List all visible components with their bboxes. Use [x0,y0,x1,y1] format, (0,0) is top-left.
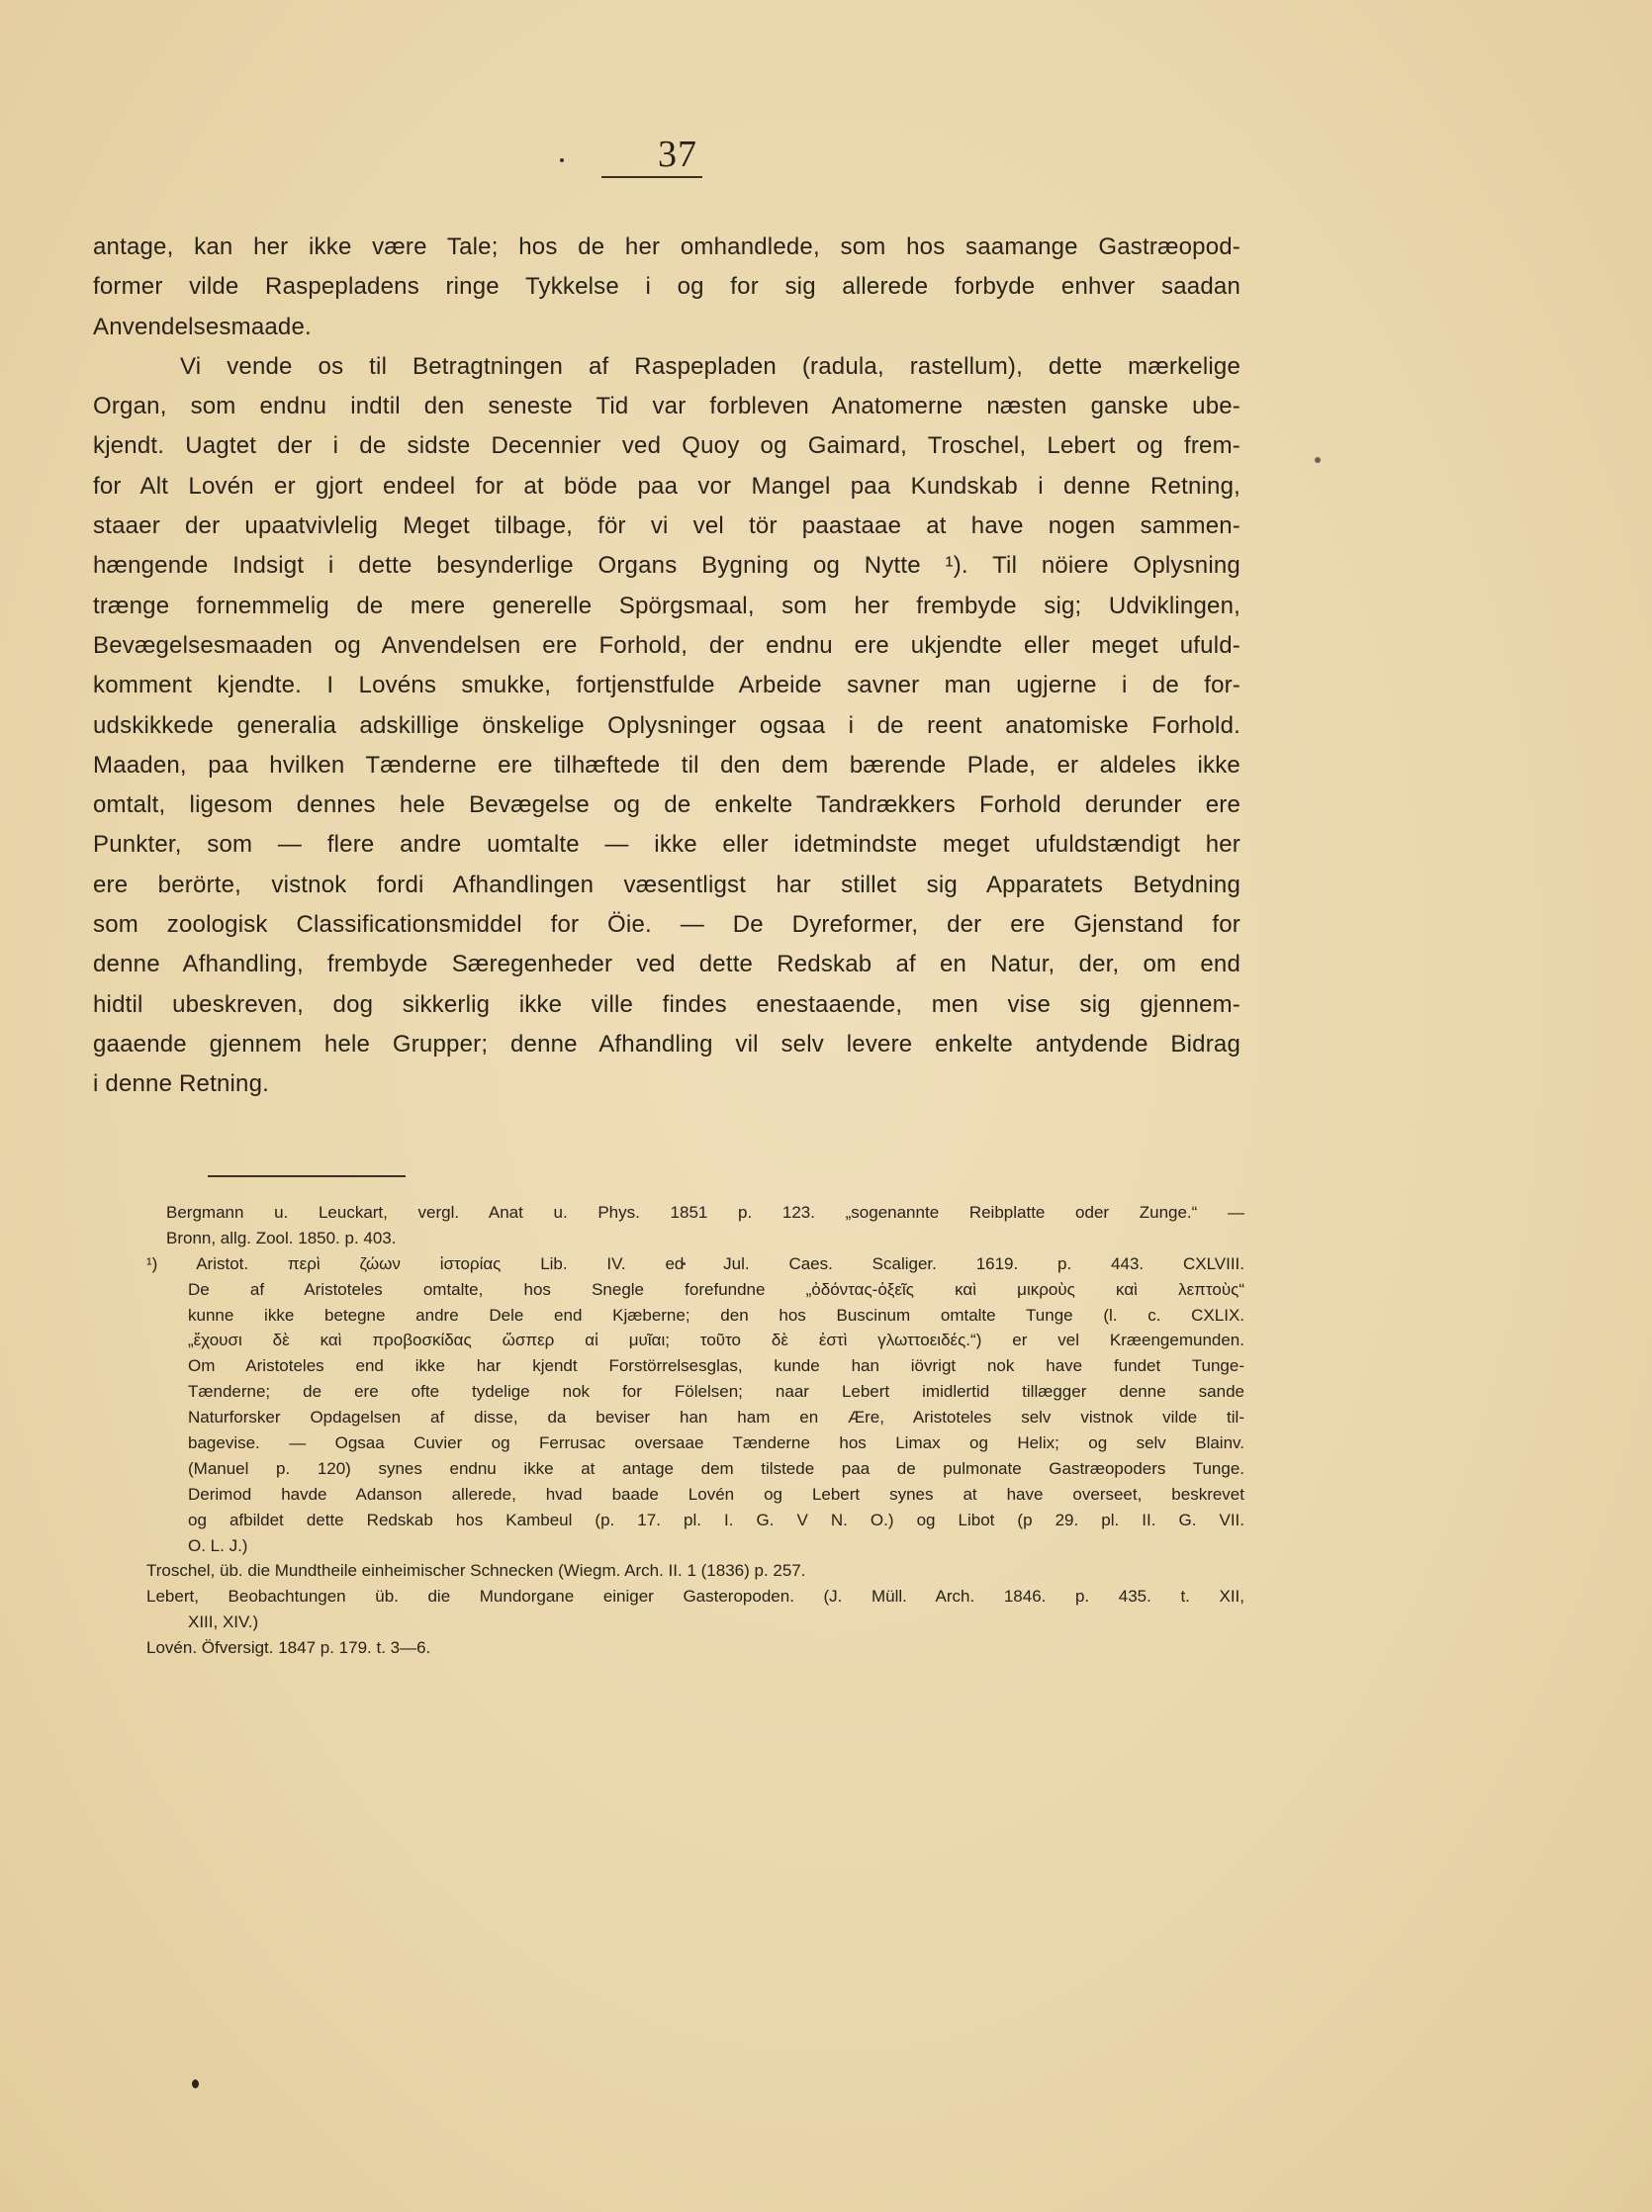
page-number-underline [601,176,702,178]
body-line: komment kjendte. I Lovéns smukke, fortjenstfulde Arbeide savner man ugjerne i de for- [93,672,1240,699]
footnote-line: Bronn, allg. Zool. 1850. p. 403. [166,1228,397,1247]
page-number: 37 [658,134,697,175]
body-line: former vilde Raspepladens ringe Tykkelse i og for sig allerede forbyde enhver saadan [93,273,1240,301]
body-line: som zoologisk Classificationsmiddel for Öie. — De Dyreformer, der ere Gjenstand for [93,911,1240,939]
body-line: Maaden, paa hvilken Tænderne ere tilhæftede til den dem bærende Plade, er aldeles ikke [93,751,1240,779]
body-line: hængende Indsigt i dette besynderlige Organs Bygning og Nytte ¹). Til nöiere Oplysning [93,552,1240,580]
body-line: omtalt, ligesom dennes hele Bevægelse og de enkelte Tandrækkers Forhold derunder ere [93,791,1240,819]
footnote-separator [208,1175,406,1177]
body-line: Organ, som endnu indtil den seneste Tid var forbleven Anatomerne næsten ganske ube- [93,393,1240,420]
footnote-line: XIII, XIV.) [188,1613,259,1632]
footnote-line: ¹) Aristot. περὶ ζώων ἱστορίας Lib. IV. ed Jul. Caes. Scaliger. 1619. p. 443. CXLVIII. [146,1253,1244,1273]
body-line: antage, kan her ikke være Tale; hos de her omhandlede, som hos saamange Gastræopod- [93,233,1240,260]
footnote-line: Naturforsker Opdagelsen af disse, da beviser han ham en Ære, Aristoteles selv vistnok vilde til- [188,1408,1244,1428]
body-text [93,228,1240,1105]
footnote-line: og afbildet dette Redskab hos Kambeul (p. 17. pl. I. G. V N. O.) og Libot (p 29. pl. II. G. VII. [188,1510,1244,1529]
body-line: Vi vende os til Betragtningen af Raspepladen (radula, rastellum), dette mærkelige [180,352,1240,380]
footnote-line: Lebert, Beobachtungen üb. die Mundorgane einiger Gasteropoden. (J. Müll. Arch. 1846. p. 435. t. XII, [146,1587,1244,1607]
body-line: for Alt Lovén er gjort endeel for at böde paa vor Mangel paa Kundskab i denne Retning, [93,472,1240,500]
body-line: staaer der upaatvivlelig Meget tilbage, för vi vel tör paastaae at have nogen sammen- [93,512,1240,540]
footnote-line: bagevise. — Ogsaa Cuvier og Ferrusac oversaae Tænderne hos Limax og Helix; og selv Blainv. [188,1433,1244,1453]
body-line: i denne Retning. [93,1070,269,1098]
margin-dot [1315,457,1321,463]
body-line: udskikkede generalia adskillige önskelige Oplysninger ogsaa i de reent anatomiske Forhold. [93,711,1240,739]
footnote-line: O. L. J.) [188,1535,248,1555]
body-line: Bevægelsesmaaden og Anvendelsen ere Forhold, der endnu ere ukjendte eller meget ufuld- [93,631,1240,659]
body-line: Punkter, som — flere andre uomtalte — ikke eller idetmindste meget ufuldstændigt her [93,831,1240,859]
bottom-ink-dot [192,2079,199,2088]
footnotes [146,1200,1244,1661]
footnote-line: Bergmann u. Leuckart, vergl. Anat u. Phys. 1851 p. 123. „sogenannte Reibplatte oder Zunge.“ — [166,1203,1244,1222]
body-line: denne Afhandling, frembyde Særegenheder ved dette Redskab af en Natur, der, om end [93,951,1240,978]
footnote-line: kunne ikke betegne andre Dele end Kjæberne; den hos Buscinum omtalte Tunge (l. c. CXLIX. [188,1305,1244,1325]
footnote-line: Tænderne; de ere ofte tydelige nok for Fölelsen; naar Lebert imidlertid tillægger denne sande [188,1382,1244,1402]
footnote-line: De af Aristoteles omtalte, hos Snegle forefundne „ὀδόντας-ὀξεῖς καὶ μικροὺς καὶ λεπτοὺς“ [188,1279,1244,1299]
footnote-line: Troschel, üb. die Mundtheile einheimischer Schnecken (Wiegm. Arch. II. 1 (1836) p. 257. [146,1561,806,1581]
footnote-line: „ἔχουσι δὲ καὶ προβοσκίδας ὥσπερ αἱ μυῖαι; τοῦτο δὲ ἐστὶ γλωττοειδές.“) er vel Kræengemunden. [188,1331,1244,1350]
body-line: gaaende gjennem hele Grupper; denne Afhandling vil selv levere enkelte antydende Bidrag [93,1030,1240,1058]
header-dot [560,158,564,162]
footnote-line: Om Aristoteles end ikke har kjendt Forstörrelsesglas, kunde han iövrigt nok have fundet Tunge- [188,1356,1244,1376]
footnote-line: (Manuel p. 120) synes endnu ikke at antage dem tilstede paa de pulmonate Gastræopoders Tunge. [188,1458,1244,1478]
body-line: hidtil ubeskreven, dog sikkerlig ikke ville findes enestaaende, men vise sig gjennem- [93,990,1240,1018]
footnote-line: Derimod havde Adanson allerede, hvad baade Lovén og Lebert synes at have overseet, beskrevet [188,1484,1244,1504]
body-line: Anvendelsesmaade. [93,313,312,340]
body-line: trænge fornemmelig de mere generelle Spörgsmaal, som her frembyde sig; Udviklingen, [93,592,1240,619]
body-line: kjendt. Uagtet der i de sidste Decennier ved Quoy og Gaimard, Troschel, Lebert og frem- [93,432,1240,460]
body-line: ere berörte, vistnok fordi Afhandlingen væsentligst har stillet sig Apparatets Betydning [93,871,1240,898]
footnote-line: Lovén. Öfversigt. 1847 p. 179. t. 3—6. [146,1638,431,1658]
